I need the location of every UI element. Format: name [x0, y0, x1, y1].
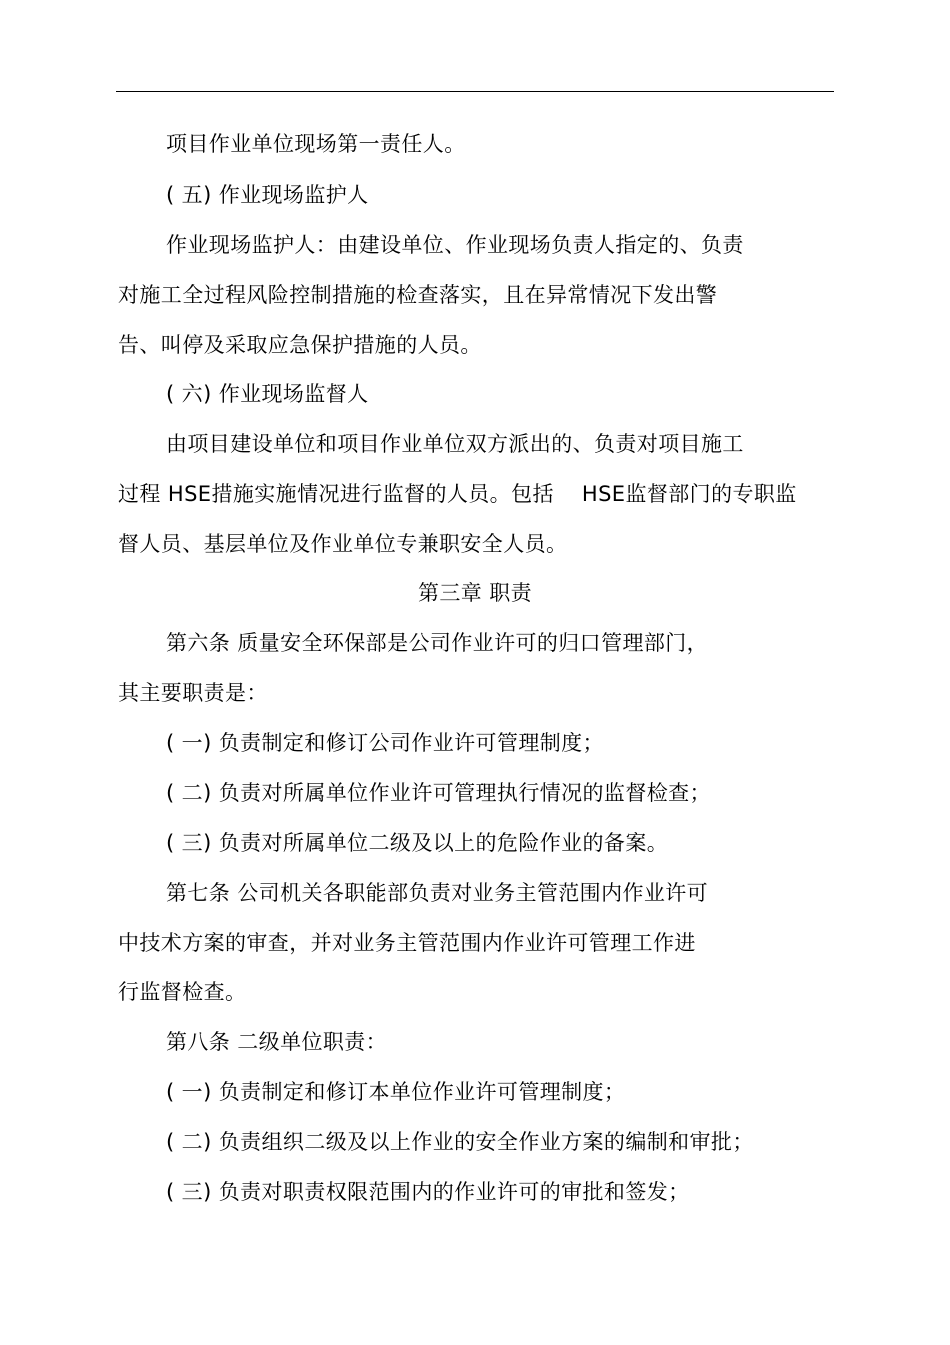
header-rule: [116, 91, 834, 92]
text-line: 中技术方案的审查，并对业务主管范围内作业许可管理工作进: [118, 931, 696, 955]
chapter-title: 第三章 职责: [417, 581, 533, 605]
text-line: 告、叫停及采取应急保护措施的人员。: [118, 333, 482, 357]
text-segment: HSE监督部门的专职监: [581, 482, 797, 506]
text-line: 对施工全过程风险控制措施的检查落实，且在异常情况下发出警: [118, 283, 718, 307]
text-line: 作业现场监护人：由建设单位、作业现场负责人指定的、负责: [166, 233, 744, 257]
list-item: ( 三) 负责对所属单位二级及以上的危险作业的备案。: [166, 831, 669, 855]
list-item: ( 一) 负责制定和修订本单位作业许可管理制度；: [166, 1080, 626, 1104]
text-line: 督人员、基层单位及作业单位专兼职安全人员。: [118, 532, 568, 556]
section-heading: ( 五) 作业现场监护人: [166, 183, 369, 207]
text-segment: 过程 HSE措施实施情况进行监督的人员。包括: [118, 482, 554, 506]
list-item: ( 一) 负责制定和修订公司作业许可管理制度；: [166, 731, 604, 755]
article-line: 第七条 公司机关各职能部负责对业务主管范围内作业许可: [166, 881, 709, 905]
list-item: ( 二) 负责对所属单位作业许可管理执行情况的监督检查；: [166, 781, 711, 805]
article-line: 第六条 质量安全环保部是公司作业许可的归口管理部门，: [166, 631, 709, 655]
text-line: 行监督检查。: [118, 980, 247, 1004]
list-item: ( 二) 负责组织二级及以上作业的安全作业方案的编制和审批；: [166, 1130, 754, 1154]
text-line: 由项目建设单位和项目作业单位双方派出的、负责对项目施工: [166, 432, 744, 456]
list-item: ( 三) 负责对职责权限范围内的作业许可的审批和签发；: [166, 1180, 690, 1204]
text-line: [118, 481, 797, 507]
text-line: 项目作业单位现场第一责任人。: [166, 132, 466, 156]
text-line: 其主要职责是：: [118, 681, 268, 705]
article-line: 第八条 二级单位职责：: [166, 1030, 388, 1054]
section-heading: ( 六) 作业现场监督人: [166, 382, 369, 406]
